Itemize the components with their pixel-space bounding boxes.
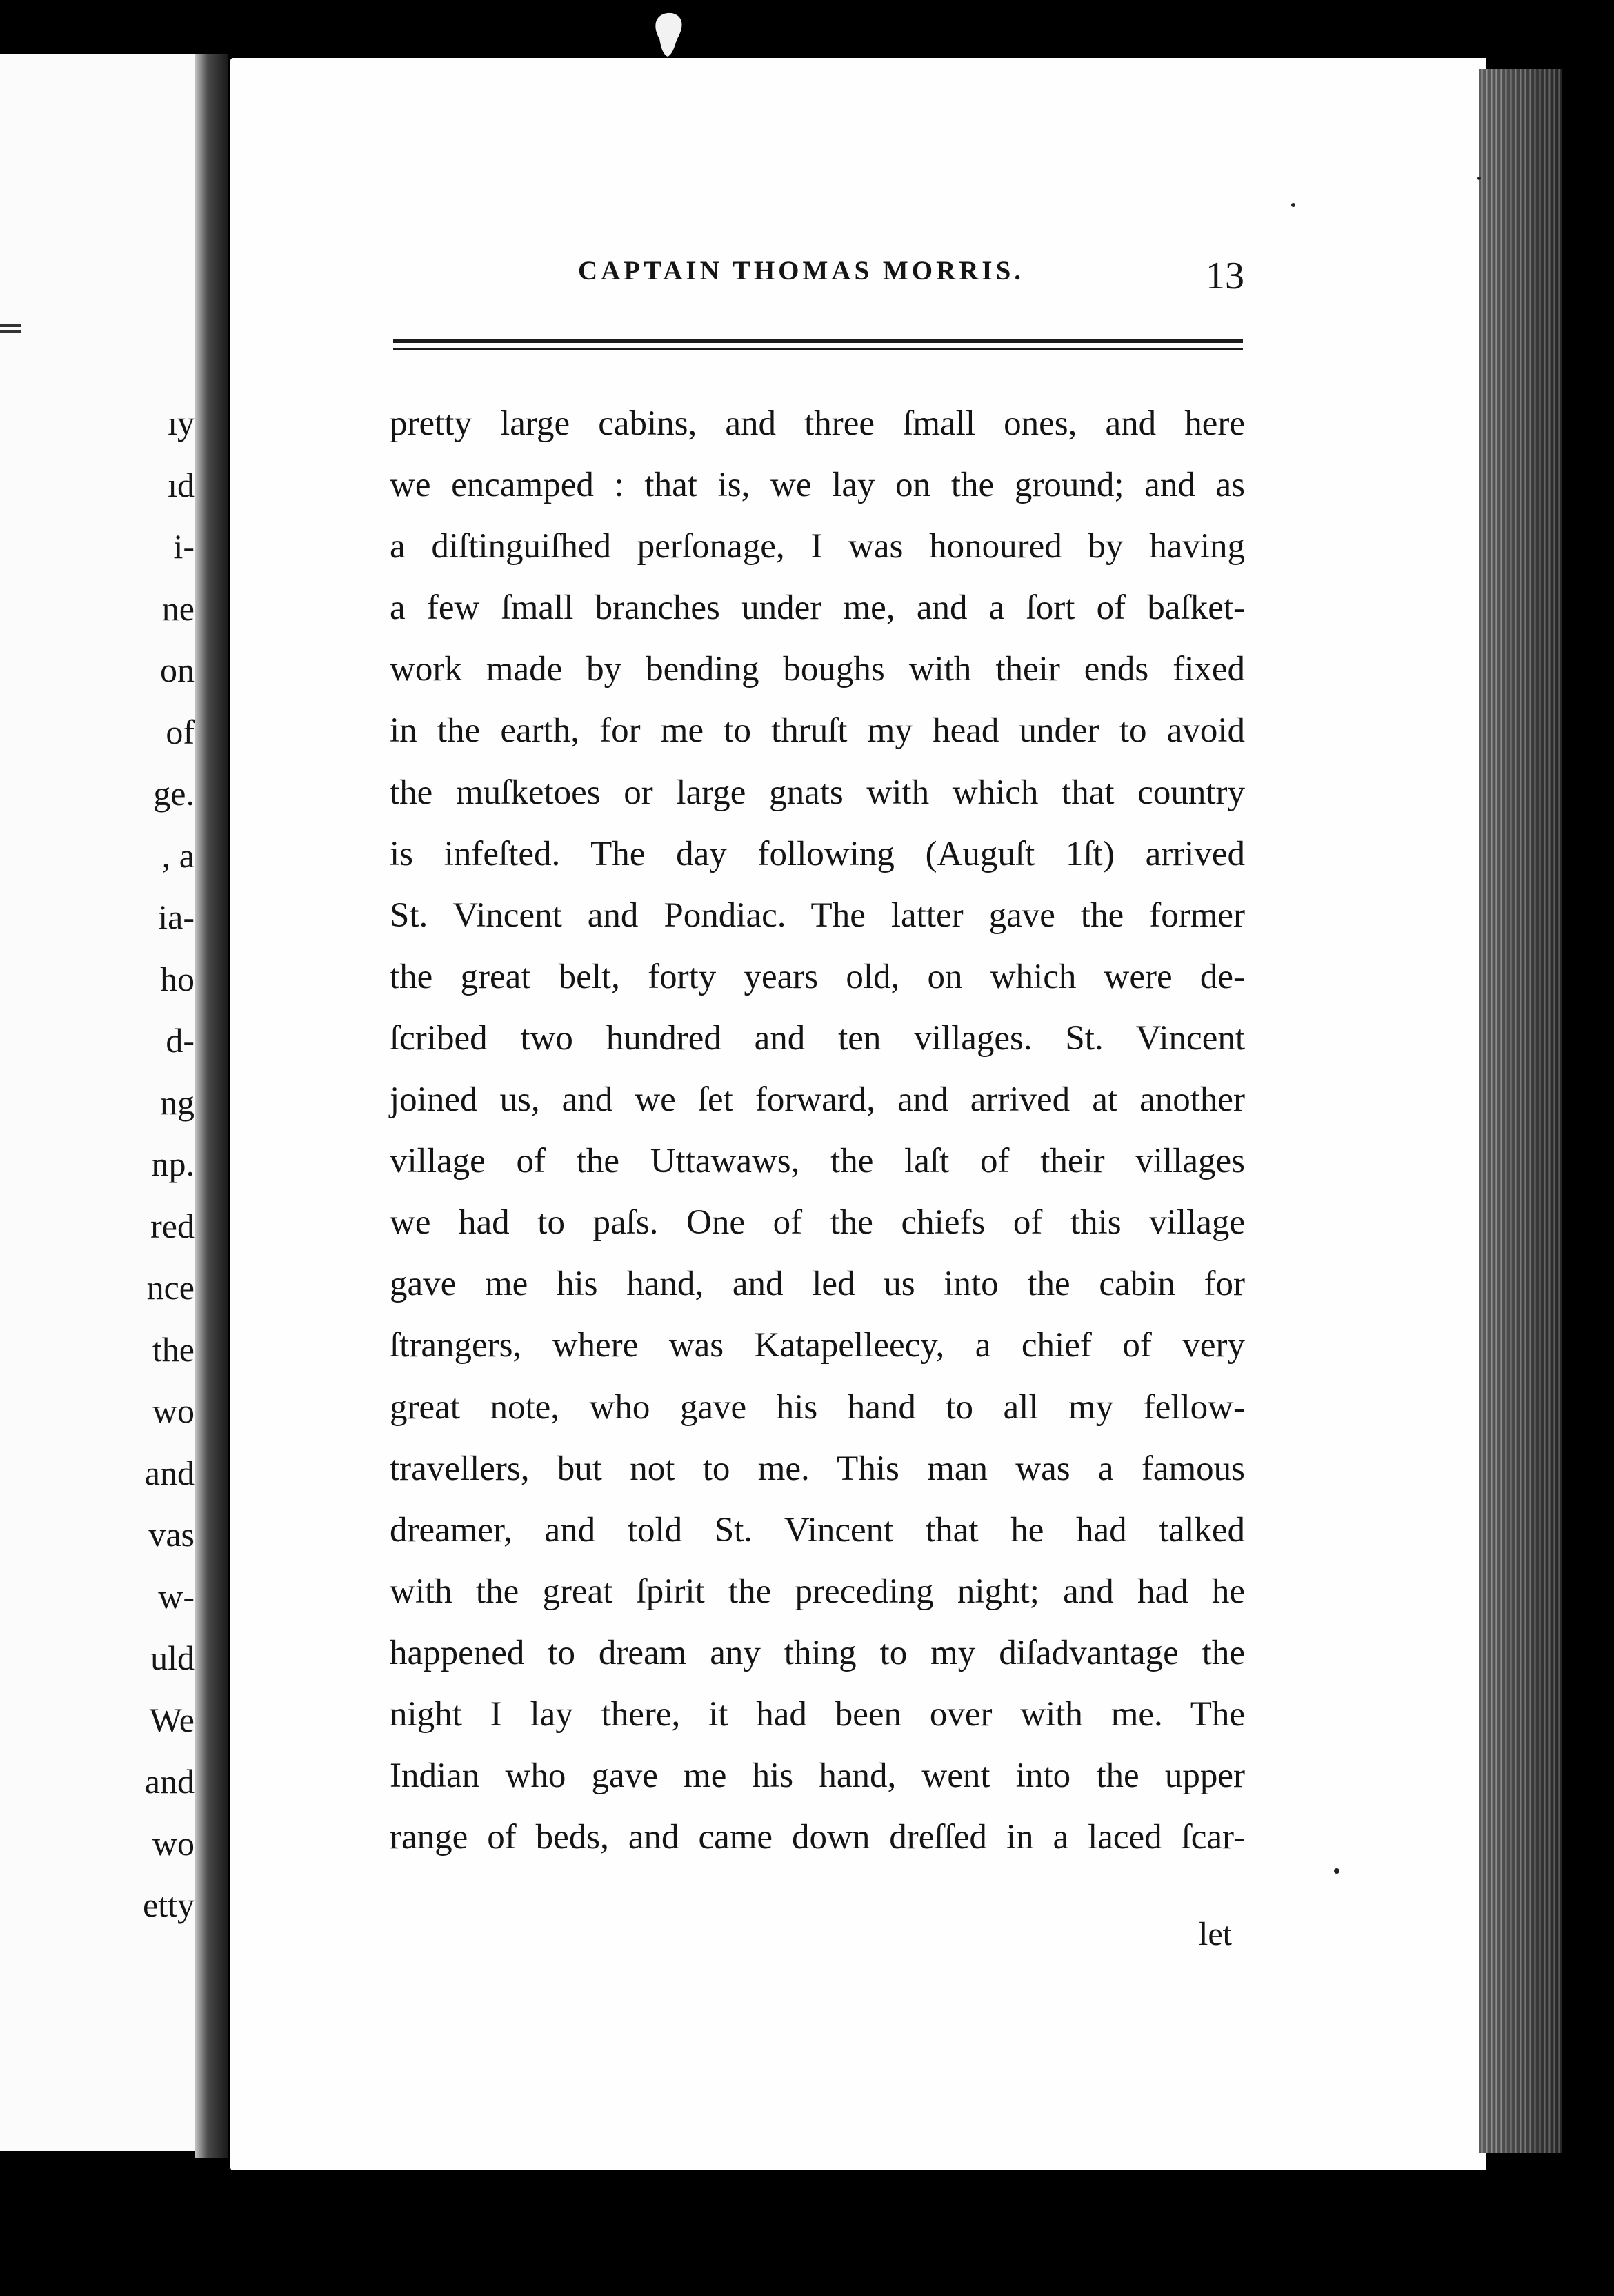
facing-page-fragment: ia-: [158, 898, 195, 936]
text-line: pretty large cabins, and three ſmall ones, and here: [390, 404, 1245, 443]
facing-page-fragment: w-: [158, 1576, 195, 1616]
ink-speck: [1477, 177, 1481, 180]
text-line: joined us, and we ſet forward, and arrived at another: [390, 1080, 1245, 1120]
facing-page-header-rule: [0, 324, 21, 327]
ink-blot: [652, 11, 684, 59]
facing-page-fragment: the: [152, 1329, 195, 1369]
page-number: 13: [1206, 255, 1244, 297]
book-gutter: [195, 54, 228, 2158]
text-line: ſcribed two hundred and ten villages. St. Vincent: [390, 1018, 1245, 1058]
facing-page-fragment: ne: [161, 588, 195, 628]
text-line: in the earth, for me to thruſt my head under to avoid: [390, 711, 1245, 751]
facing-page-fragment: ho: [160, 959, 195, 998]
facing-page-fragment: and: [144, 1453, 195, 1492]
facing-page-fragment: ng: [160, 1082, 195, 1122]
page-fore-edge-shade: [1479, 69, 1562, 2152]
text-line: we had to paſs. One of the chiefs of this village: [390, 1203, 1245, 1243]
running-head: CAPTAIN THOMAS MORRIS.: [578, 256, 1025, 286]
facing-page-fragment: d-: [166, 1021, 195, 1060]
text-line: with the great ſpirit the preceding night; and had he: [390, 1572, 1245, 1611]
facing-page-fragment: uld: [150, 1639, 195, 1677]
header-double-rule: [393, 339, 1243, 353]
facing-page-fragment: wo: [152, 1392, 195, 1430]
text-line: we encamped : that is, we lay on the ground; and as: [390, 466, 1245, 505]
facing-page-fragment: red: [150, 1206, 195, 1245]
text-line: St. Vincent and Pondiac. The latter gave the former: [390, 895, 1245, 935]
facing-page-fragment: i-: [173, 527, 195, 566]
text-line: night I lay there, it had been over with me. The: [390, 1694, 1245, 1734]
facing-page-fragment: We: [149, 1700, 195, 1739]
facing-page-fragment: of: [166, 712, 195, 751]
text-line: village of the Uttawaws, the laſt of their villages: [390, 1142, 1245, 1181]
text-line: work made by bending boughs with their ends fixed: [390, 650, 1245, 689]
facing-page: [0, 54, 204, 2151]
text-line: travellers, but not to me. This man was a famous: [390, 1449, 1245, 1488]
facing-page-fragment: vas: [148, 1515, 195, 1554]
text-line: ſtrangers, where was Katapelleecy, a chief of very: [390, 1326, 1245, 1365]
catchword: let: [1199, 1916, 1232, 1952]
facing-page-fragment: ge.: [153, 774, 195, 813]
facing-page-fragment: etty: [143, 1886, 195, 1924]
facing-page-fragment: nce: [146, 1268, 195, 1307]
text-line: Indian who gave me his hand, went into the upper: [390, 1756, 1245, 1796]
ink-speck: [1291, 203, 1295, 207]
text-line: happened to dream any thing to my diſadvantage the: [390, 1633, 1245, 1672]
text-line: gave me his hand, and led us into the cabin for: [390, 1265, 1245, 1304]
facing-page-fragment: on: [160, 651, 195, 689]
text-line: a few ſmall branches under me, and a ſort of baſket-: [390, 588, 1245, 628]
text-line: is infeſted. The day following (Auguſt 1ſt) arrived: [390, 834, 1245, 873]
facing-page-fragment: ıy: [168, 404, 195, 442]
facing-page-fragment: np.: [151, 1145, 195, 1183]
text-line: dreamer, and told St. Vincent that he had talked: [390, 1510, 1245, 1550]
text-line: a diſtinguiſhed perſonage, I was honoured by having: [390, 527, 1245, 566]
facing-page-fragment: and: [144, 1762, 195, 1801]
text-line: the great belt, forty years old, on which were de-: [390, 957, 1245, 996]
facing-page-fragment: wo: [152, 1823, 195, 1863]
body-text: [390, 393, 1245, 1868]
facing-page-fragment: , a: [161, 835, 195, 875]
text-line: great note, who gave his hand to all my fellow-: [390, 1387, 1245, 1427]
ink-speck: [1334, 1868, 1339, 1874]
text-line: the muſketoes or large gnats with which that country: [390, 773, 1245, 812]
facing-page-fragment: ıd: [168, 465, 195, 504]
text-line: range of beds, and came down dreſſed in a laced ſcar-: [390, 1818, 1245, 1857]
